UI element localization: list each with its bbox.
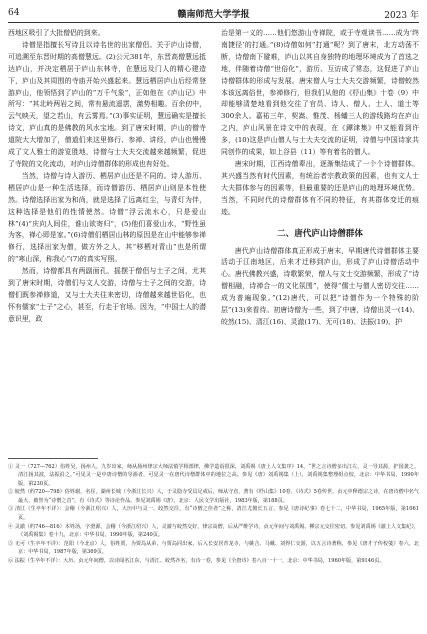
- paragraph: 唐宋时期，江西诗僧辈出，逐渐集结成了一个个诗僧群体。其兴盛当然有时代因素，有统治者宗教政策的因素，也有文人士大夫群体参与的因素等，但最重要的还是庐山的地理环境优势。当然，不同时代的诗僧群体有不同的特征，有其群体变迁的痕迹。: [221, 159, 419, 216]
- page-number: 64: [8, 8, 20, 18]
- paragraph: 治是第一义的……他们悠游山寺禅院，或于寺观读书……成为‘终南捷径’的打通。”(8)诗僧如何“打通”呢？到了唐末，北方动荡不断，诗僧南下避难，庐山以其自身独特的地理环境成为了首选之地，伴随着诗僧“世俗化”，游历、互访成了常态，这促进了庐山诗僧群体的形成与发展。唐宋僧人与士大夫交游频繁，诗僧蛟然本该远离俗世，参禅修行，但我们从他的《杼山集》十卷（9）中却能够清楚地看到他交往了官员、诗人、僧人、士人、道士等300余人。嘉祐三年，契嵩、惟茂、杨蟠三人的游线路均在庐山之内，庐山风景在诗文中的表现，在《鐔津集》中又能看到许多，(10)这是庐山僧人与士大夫交流的证明，诗僧与中国诗家共同创作的成果，如上谷县（11）等有着名的僧人。: [221, 29, 419, 157]
- left-column: [8, 28, 206, 326]
- paragraph: 唐代庐山诗僧群体真正形成于唐末，早期唐代诗僧群体主要活动于江南地区，后来才迁移到庐山，形成了庐山诗僧活动中心。唐代佛教兴盛，诗歌繁荣，僧人与文士交游频繁，形成了“诗僧相融，诗禅合一的文化氛围”，使得“儒士与僧人密切交往……成为普遍现象。”(12)唐代，可以把“诗僧作为一个特殊的阶层”(13)来看待。初唐诗僧为一些，到了中唐，诗僧出灵一(14)、皎然(15)、清江(16)、灵澈(17)、无可(18)、法振(19)、护: [221, 246, 419, 326]
- footnotes: [8, 463, 419, 566]
- paragraph: 西地区吸引了大批僧侣的到来。: [8, 29, 105, 37]
- paragraph: 当然，诗僧与诗人游历、栖居庐山还是不同的。诗人游历、栖居庐山是一种生活选择，而诗僧游历、栖居庐山则是本性使然。诗僧选择出家为和尚，就是选择了远离红尘，与青灯为伴，这种选择是他们的性情使然。诗僧“浮云流水心，只是爱山林”(4)“庆向人间住，谁山欲寄归”，(5)他们喜爱山水，“野性虽为客，禅心即是家。”(6)诗僧们栖居山林的原因是在山中能够参禅修行，选择出家为僧，做方外之人，其“移栖对青山”也是所谓的“寒山深，称我心”(7)的真实写照。: [8, 171, 206, 264]
- paragraph: 然而，诗僧都具有两副面孔，摇摆于僧侣与士子之间，尤其到了唐宋时期，诗僧们与文人交游，诗僧与士子之间的交游，诗僧们既参禅修道，又与士大夫往来密切，诗僧越来越世俗化，也怀有儒家“士子”之心，甚至，行走于官场。因为，“中国士人的潜意识里，政: [8, 267, 206, 323]
- footnote: ① 灵一（727—762）俗姓吴，扬州人，九岁出家，师从扬州律宗大师法慎学相部律，佛学造诣很深，刘禹锡《唐上人文集序》14，“世之言诗僧多出江左，灵一导其源，护国袭之。清江扬其波，法振沿之。”可见灵一是中唐诗僧的导源者，可见灵一在唐代诗僧群体中的地位之高。参见《唐》刘禹锡集（上），刘禹锡集整理组点校，北京：中华书局，1990年版，第230页。: [8, 464, 419, 487]
- footnote-rule: [8, 458, 98, 459]
- footnote: ② 皎然（约720—798）俗姓谢，名昼，湖州长城（今浙江长兴）人，于灵隐寺受具足戒后，师从守直，著有《杼山集》10卷、《诗式》5卷传世，贞元中释德宗之诗，在唐诗僧中名气最大，被誉为“诗僧之首”，有《诗式》等诗论作品。参见刘禹锡《唐》，北京：人民文学出版社，1983年版，第188页。: [8, 489, 419, 504]
- right-column-bottom: [221, 246, 419, 329]
- year-issue: 2023 年: [384, 11, 419, 21]
- right-column-top: [221, 28, 419, 219]
- right-column: [221, 28, 419, 329]
- paragraph: 诗僧是指擅长写诗且以诗名世的出家僧侣。关于庐山诗僧，可追溯至东晋时期的高僧慧远。(2)公元381年，东晋高僧慧远抵达庐山，并决定栖居于庐山东林寺，在慧远及门人的精心建造下，庐山及其周围的寺庙开始兴盛起来。慧远栖居庐山后经常登游庐山，他领悟到了庐山的“万千气象”，正如他在《庐山记》中所写：“其北岭两岩之间，常有悬流遥霑，激势相趣。百余仞中，云气映天，望之若山，有云雾焉。”(3)事实证明，慧远确实是擅长诗文，庐山真的是佛教的风水宝地。到了唐宋时期，庐山的僧寺道院大大增加了，僧道们来这里修行、参禅、讲经，庐山也慢慢成了文人雅士的游览胜地，诗僧与士大夫交流越来越频繁，促进了寺院的文化流动，对庐山诗僧群体的形成也有好处。: [8, 40, 206, 168]
- header-rule: [8, 22, 419, 23]
- footnote: ⑥ 法振（生卒年不详）：大历、贞元年间僧，以诗闻名江东，与清江、皎然齐名，有诗一卷，参见《全唐诗》卷八百一十一，北京：中华书局，1960年版，第9146页。: [8, 557, 385, 564]
- footnote: ⑤ 无可（生卒年不详）：范阳（今北京）人，俗姓贾，为贾岛从弟，与贾岛同出家，后入长安居青龙寺，与姚合、马戴、刘得仁交游，以五言诗著称，参见《唐才子传校笺》卷六，北京：中华书局，1987年版，第369页。: [8, 540, 419, 555]
- footnote: ④ 灵澈（约746—816）本姓汤，字澄源，会稽（今浙江绍兴）人，灵澈与皎然交好，律宗高僧，后从严维学诗，贞元年间与刘禹锡、柳宗元交往密切。参见刘禹锡《澈上人文集纪》，《刘禹锡集》卷十九，北京：中华书局，1990年版，第240页。: [8, 523, 419, 538]
- section-heading: 二、唐代庐山诗僧群体: [277, 228, 363, 239]
- footnote: ③ 清江（生卒年不详）：会稽（今浙江绍兴）人，大历中与灵一、皎然交往，有“诗僧之佳者”之称，清江尤擅长五言，参见《唐诗纪事》卷七十二，中华书局，1965年版，第1061页。: [8, 506, 419, 521]
- page-header: [8, 6, 419, 22]
- journal-title: 赣南师范大学学报: [177, 10, 250, 20]
